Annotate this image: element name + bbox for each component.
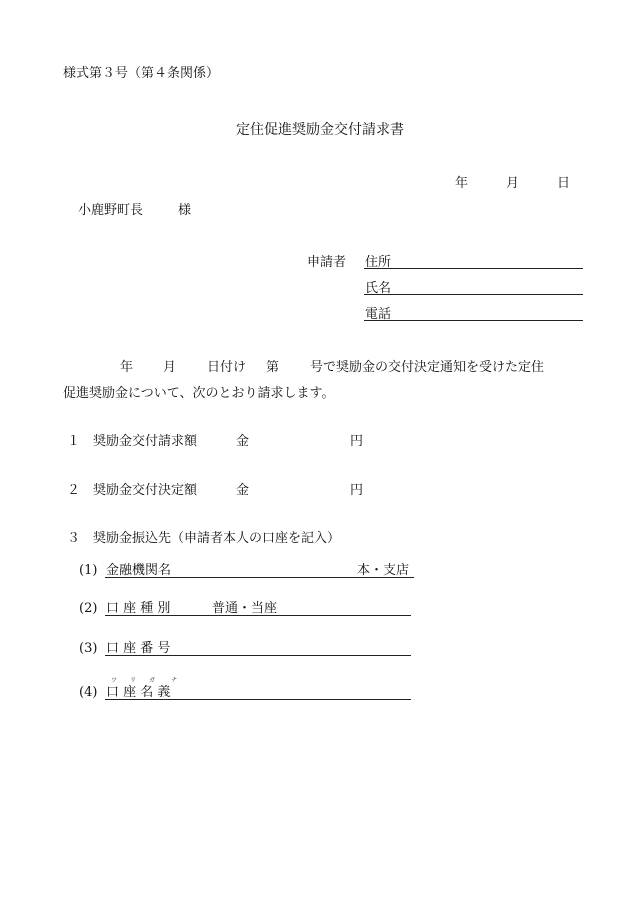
body-month-label: 月 — [163, 360, 177, 375]
item-1-label: 奨励金交付請求額 — [93, 434, 198, 449]
body-line2: 促進奨励金について、次のとおり請求します。 — [63, 386, 335, 401]
account-holder-label: 口 座 名 義 — [106, 685, 171, 700]
applicant-phone-label: 電話 — [365, 307, 392, 322]
item-1-number: １ — [67, 434, 81, 449]
account-holder-ruby-3: ガ — [149, 677, 156, 684]
item-2-kin: 金 — [236, 483, 250, 498]
date-month-label: 月 — [506, 176, 520, 191]
account-type-line — [105, 615, 411, 616]
item-2-number: ２ — [67, 483, 81, 498]
account-number-label: 口 座 番 号 — [106, 641, 171, 656]
body-line1-rest: 号で奨励金の交付決定通知を受けた定住 — [310, 360, 545, 375]
bank-institution-label: 金融機関名 — [106, 563, 172, 578]
form-number: 様式第３号（第４条関係） — [63, 66, 220, 81]
account-holder-line — [105, 699, 411, 700]
addressee-name: 小鹿野町長 — [78, 203, 144, 218]
item-2-label: 奨励金交付決定額 — [93, 483, 198, 498]
bank-row-4-number: (4) — [79, 685, 98, 700]
item-1-yen: 円 — [350, 434, 364, 449]
bank-heading: 奨励金振込先（申請者本人の口座を記入） — [93, 531, 341, 546]
date-day-label: 日 — [557, 176, 571, 191]
bank-institution-line — [105, 577, 414, 578]
account-type-label: 口 座 種 別 — [106, 601, 171, 616]
bank-branch-suffix: 本・支店 — [357, 563, 410, 578]
applicant-address-line — [364, 268, 583, 269]
applicant-name-label: 氏名 — [365, 281, 392, 296]
applicant-address-label: 住所 — [365, 255, 392, 270]
account-holder-ruby-1: ツ — [111, 677, 118, 684]
account-holder-ruby-2: リ — [130, 677, 137, 684]
body-dai-label: 第 — [266, 360, 280, 375]
document-title: 定住促進奨励金交付請求書 — [236, 122, 404, 138]
body-year-label: 年 — [120, 360, 134, 375]
account-number-line — [105, 655, 411, 656]
account-holder-ruby-4: ナ — [171, 677, 178, 684]
date-year-label: 年 — [455, 176, 469, 191]
applicant-label: 申請者 — [307, 255, 347, 270]
bank-row-1-number: (1) — [79, 563, 98, 578]
bank-row-3-number: (3) — [79, 641, 98, 656]
addressee-honorific: 様 — [178, 203, 192, 218]
bank-number: ３ — [67, 531, 81, 546]
applicant-phone-line — [364, 320, 583, 321]
applicant-name-line — [364, 294, 583, 295]
item-2-yen: 円 — [350, 483, 364, 498]
account-type-value: 普通・当座 — [212, 601, 278, 616]
bank-row-2-number: (2) — [79, 601, 98, 616]
body-dated-label: 日付け — [207, 360, 247, 375]
item-1-kin: 金 — [236, 434, 250, 449]
